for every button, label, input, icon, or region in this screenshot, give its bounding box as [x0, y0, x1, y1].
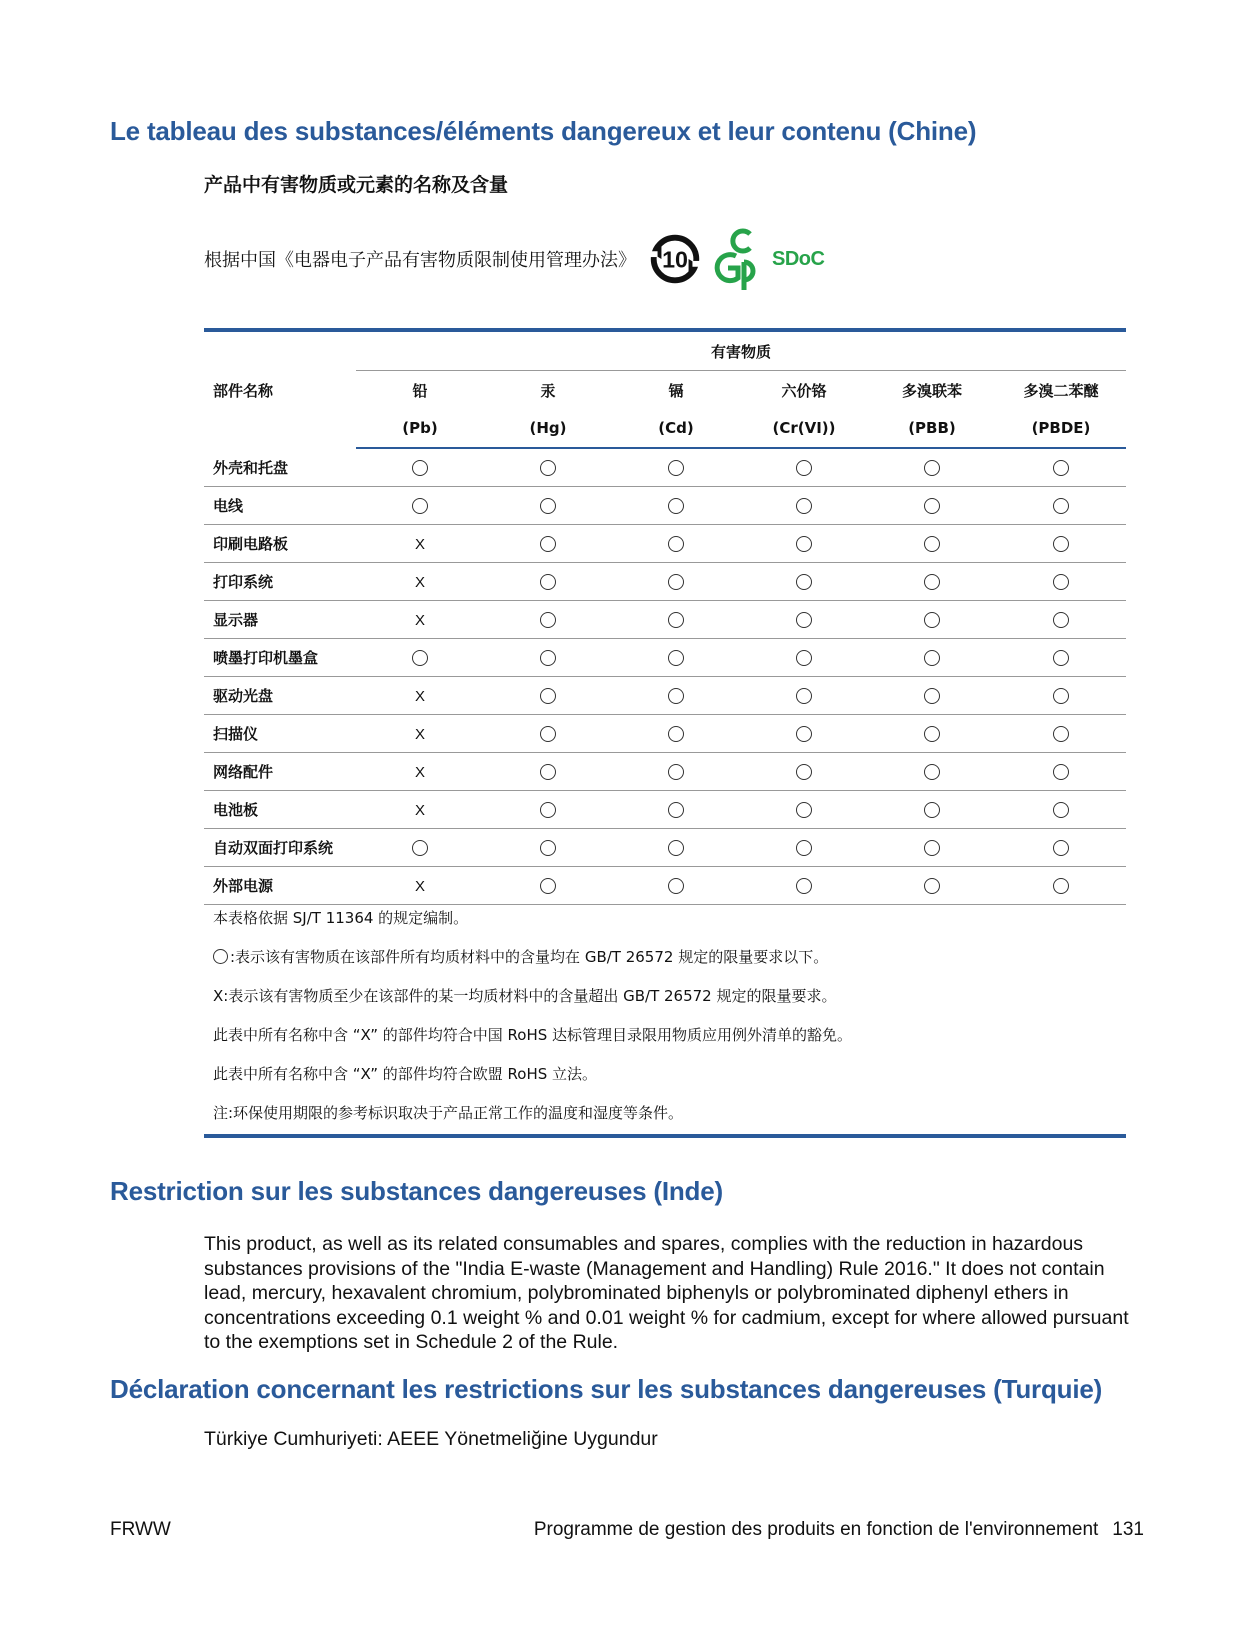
- substance-value-cell: [484, 677, 612, 715]
- circle-mark-icon: [1053, 650, 1069, 666]
- substance-value-cell: [868, 639, 996, 677]
- substance-value-cell: [996, 715, 1126, 753]
- circle-mark-icon: [668, 802, 684, 818]
- part-name-header: 部件名称: [213, 381, 274, 400]
- substance-value-cell: [356, 829, 484, 867]
- circle-mark-icon: [924, 650, 940, 666]
- part-name-cell: 打印系统: [204, 563, 356, 601]
- substance-value-cell: [356, 563, 484, 601]
- substance-value-cell: [484, 448, 612, 487]
- substance-value-cell: [868, 715, 996, 753]
- circle-mark-icon: [1053, 764, 1069, 780]
- substance-value-cell: [996, 487, 1126, 525]
- table-notes: [213, 908, 1113, 1142]
- circle-mark-icon: [924, 612, 940, 628]
- circle-mark-icon: [668, 688, 684, 704]
- substance-value-cell: [356, 448, 484, 487]
- x-mark: X: [414, 535, 425, 553]
- hazard-table: [204, 332, 1126, 905]
- substance-name-header: 多溴联苯: [901, 381, 962, 400]
- substance-value-cell: [996, 639, 1126, 677]
- circle-mark-icon: [796, 688, 812, 704]
- circle-mark-icon: [924, 574, 940, 590]
- circle-mark-icon: [412, 460, 428, 476]
- substance-value-cell: [612, 753, 740, 791]
- circle-mark-icon: [540, 536, 556, 552]
- epup-logo-text: 10: [662, 246, 688, 273]
- circle-mark-icon: [1053, 726, 1069, 742]
- substance-value-cell: [356, 601, 484, 639]
- circle-mark-icon: [1053, 878, 1069, 894]
- circle-mark-icon: [412, 650, 428, 666]
- circle-mark-icon: [540, 612, 556, 628]
- substance-value-cell: [612, 448, 740, 487]
- circle-mark-icon: [796, 612, 812, 628]
- circle-mark-icon: [668, 498, 684, 514]
- substance-value-cell: [484, 487, 612, 525]
- part-name-cell: 外壳和托盘: [204, 448, 356, 487]
- circle-mark-icon: [1053, 536, 1069, 552]
- substance-value-cell: [612, 867, 740, 905]
- x-mark: X: [414, 573, 425, 591]
- table-row: [204, 639, 1126, 677]
- table-row: [204, 753, 1126, 791]
- substance-name-header: 铅: [412, 381, 428, 400]
- hazard-group-header: 有害物质: [356, 332, 1126, 371]
- substance-value-cell: [356, 753, 484, 791]
- circle-mark-icon: [540, 574, 556, 590]
- substance-value-cell: [612, 677, 740, 715]
- substance-value-cell: [740, 487, 868, 525]
- part-name-cell: 印刷电路板: [204, 525, 356, 563]
- note-rohs-eu: 此表中所有名称中含 “X” 的部件均符合欧盟 RoHS 立法。: [213, 1065, 598, 1083]
- substance-value-cell: [612, 563, 740, 601]
- substance-value-cell: [868, 753, 996, 791]
- circle-mark-icon: [668, 460, 684, 476]
- substance-value-cell: [868, 525, 996, 563]
- circle-mark-icon: [796, 726, 812, 742]
- substance-value-cell: [740, 753, 868, 791]
- substance-value-cell: [996, 448, 1126, 487]
- circle-mark-icon: [1053, 840, 1069, 856]
- substance-value-cell: [356, 867, 484, 905]
- circle-mark-icon: [796, 650, 812, 666]
- substance-value-cell: [868, 563, 996, 601]
- circle-mark-icon: [1053, 802, 1069, 818]
- x-mark: X: [414, 763, 425, 781]
- substance-symbol-header: (Hg): [484, 409, 612, 448]
- circle-mark-icon: [796, 802, 812, 818]
- circle-mark-icon: [540, 726, 556, 742]
- sdoc-gp-icon: [714, 226, 770, 292]
- table-row: [204, 525, 1126, 563]
- substance-value-cell: [996, 829, 1126, 867]
- circle-mark-icon: [796, 460, 812, 476]
- circle-mark-icon: [1053, 460, 1069, 476]
- substance-value-cell: [356, 487, 484, 525]
- substance-value-cell: [996, 753, 1126, 791]
- circle-mark-icon: [924, 878, 940, 894]
- substance-value-cell: [612, 487, 740, 525]
- table-row: [204, 677, 1126, 715]
- india-paragraph: This product, as well as its related consumables and spares, complies with the reduction in hazardous substances provisions of the "India E-waste (Management and Handling) Rule 2016." It does not contain lead, mercury, hexavalent chromium, polybrominated biphenyls or polybrominated diphenyl ethers in concentrations exceeding 0.1 weight % and 0.01 weight % for cadmium, except for where allowed pursuant to the exemptions set in Schedule 2 of the Rule.: [204, 1233, 1129, 1353]
- circle-mark-icon: [540, 460, 556, 476]
- substance-value-cell: [740, 525, 868, 563]
- epup-10-icon: [644, 228, 706, 290]
- circle-mark-icon: [540, 840, 556, 856]
- circle-mark-icon: [668, 878, 684, 894]
- footer-title: Programme de gestion des produits en fonction de l'environnement: [533, 1519, 1099, 1540]
- circle-mark-icon: [924, 726, 940, 742]
- circle-mark-icon: [540, 498, 556, 514]
- substance-value-cell: [356, 677, 484, 715]
- x-mark: X: [414, 877, 425, 895]
- substance-value-cell: [612, 829, 740, 867]
- substance-value-cell: [740, 639, 868, 677]
- substance-value-cell: [484, 753, 612, 791]
- substance-value-cell: [484, 563, 612, 601]
- substance-value-cell: [868, 448, 996, 487]
- substance-value-cell: [868, 677, 996, 715]
- substance-value-cell: [996, 677, 1126, 715]
- circle-mark-icon: [540, 764, 556, 780]
- substance-value-cell: [868, 867, 996, 905]
- part-name-cell: 自动双面打印系统: [204, 829, 356, 867]
- part-name-cell: 驱动光盘: [204, 677, 356, 715]
- circle-mark-icon: [1053, 498, 1069, 514]
- note-rohs-china: 此表中所有名称中含 “X” 的部件均符合中国 RoHS 达标管理目录限用物质应用例外清单的豁免。: [213, 1026, 853, 1044]
- substance-name-header: 多溴二苯醚: [1023, 381, 1099, 400]
- substance-value-cell: [484, 639, 612, 677]
- turkey-text: Türkiye Cumhuriyeti: AEEE Yönetmeliğine Uygundur: [204, 1428, 658, 1450]
- substance-symbol-header: (PBDE): [996, 409, 1126, 448]
- substance-value-cell: [484, 791, 612, 829]
- circle-mark-icon: [412, 840, 428, 856]
- circle-mark-icon: [924, 688, 940, 704]
- circle-mark-icon: [1053, 574, 1069, 590]
- substance-value-cell: [740, 791, 868, 829]
- substance-value-cell: [484, 525, 612, 563]
- substance-value-cell: [996, 791, 1126, 829]
- substance-name-header: 镉: [668, 381, 684, 400]
- part-name-cell: 扫描仪: [204, 715, 356, 753]
- sdoc-logo: [714, 226, 824, 292]
- substance-value-cell: [356, 525, 484, 563]
- table-row: [204, 829, 1126, 867]
- circle-mark-icon: [668, 726, 684, 742]
- sdoc-logo-text: SDoC: [772, 247, 825, 270]
- circle-mark-icon: [213, 949, 228, 964]
- substance-value-cell: [996, 601, 1126, 639]
- circle-mark-icon: [668, 764, 684, 780]
- part-name-cell: 电池板: [204, 791, 356, 829]
- footer-right: [534, 1519, 1144, 1541]
- substance-value-cell: [612, 525, 740, 563]
- table-bottom-rule: [204, 1134, 1126, 1138]
- substance-value-cell: [740, 715, 868, 753]
- substance-value-cell: [612, 601, 740, 639]
- part-name-cell: 喷墨打印机墨盒: [204, 639, 356, 677]
- x-mark: X: [414, 611, 425, 629]
- part-name-cell: 电线: [204, 487, 356, 525]
- circle-mark-icon: [668, 650, 684, 666]
- substance-value-cell: [356, 791, 484, 829]
- circle-mark-icon: [924, 764, 940, 780]
- note-x-legend: X:表示该有害物质至少在该部件的某一均质材料中的含量超出 GB/T 26572 规定的限量要求。: [213, 987, 837, 1005]
- x-mark: X: [414, 687, 425, 705]
- circle-mark-icon: [668, 612, 684, 628]
- page-number: 131: [1112, 1519, 1144, 1540]
- substance-value-cell: [868, 829, 996, 867]
- circle-mark-icon: [796, 764, 812, 780]
- table-row: [204, 867, 1126, 905]
- x-mark: X: [414, 725, 425, 743]
- substance-value-cell: [740, 601, 868, 639]
- substance-value-cell: [612, 791, 740, 829]
- table-row: [204, 487, 1126, 525]
- substance-symbol-header: (Cd): [612, 409, 740, 448]
- circle-mark-icon: [796, 878, 812, 894]
- note-standard: 本表格依据 SJ/T 11364 的规定编制。: [213, 909, 469, 927]
- table-row: [204, 563, 1126, 601]
- china-subtitle: 产品中有害物质或元素的名称及含量: [204, 174, 509, 196]
- part-name-cell: 显示器: [204, 601, 356, 639]
- table-row: [204, 601, 1126, 639]
- note-o-legend: [213, 947, 1113, 986]
- circle-mark-icon: [924, 802, 940, 818]
- substance-symbol-header: (Pb): [356, 409, 484, 448]
- substance-value-cell: [356, 639, 484, 677]
- substance-value-cell: [484, 829, 612, 867]
- part-name-cell: 外部电源: [204, 867, 356, 905]
- circle-mark-icon: [796, 840, 812, 856]
- substance-value-cell: [740, 448, 868, 487]
- heading-india: Restriction sur les substances dangereuses (Inde): [110, 1176, 723, 1206]
- circle-mark-icon: [540, 802, 556, 818]
- note-epup: 注:环保使用期限的参考标识取决于产品正常工作的温度和湿度等条件。: [213, 1104, 684, 1122]
- substance-value-cell: [868, 791, 996, 829]
- substance-value-cell: [868, 601, 996, 639]
- circle-mark-icon: [1053, 612, 1069, 628]
- substance-value-cell: [740, 867, 868, 905]
- circle-mark-icon: [1053, 688, 1069, 704]
- circle-mark-icon: [668, 536, 684, 552]
- note-o-legend-text: :表示该有害物质在该部件所有均质材料中的含量均在 GB/T 26572 规定的限量要求以下。: [230, 948, 829, 966]
- circle-mark-icon: [540, 688, 556, 704]
- substance-value-cell: [740, 829, 868, 867]
- circle-mark-icon: [924, 536, 940, 552]
- circle-mark-icon: [924, 460, 940, 476]
- substance-symbol-header: (Cr(VI)): [740, 409, 868, 448]
- substance-value-cell: [612, 715, 740, 753]
- heading-china: Le tableau des substances/éléments dangereux et leur contenu (Chine): [110, 116, 977, 146]
- table-row: [204, 791, 1126, 829]
- substance-value-cell: [996, 563, 1126, 601]
- circle-mark-icon: [412, 498, 428, 514]
- substance-value-cell: [740, 677, 868, 715]
- law-text: 根据中国《电器电子产品有害物质限制使用管理办法》: [204, 250, 636, 271]
- part-name-cell: 网络配件: [204, 753, 356, 791]
- footer-left: FRWW: [110, 1519, 171, 1540]
- circle-mark-icon: [924, 498, 940, 514]
- substance-symbol-header: (PBB): [868, 409, 996, 448]
- substance-name-header: 六价铬: [781, 381, 827, 400]
- circle-mark-icon: [540, 650, 556, 666]
- x-mark: X: [414, 801, 425, 819]
- substance-value-cell: [740, 563, 868, 601]
- substance-value-cell: [484, 715, 612, 753]
- substance-value-cell: [484, 601, 612, 639]
- substance-value-cell: [996, 867, 1126, 905]
- substance-value-cell: [484, 867, 612, 905]
- substance-value-cell: [612, 639, 740, 677]
- circle-mark-icon: [668, 574, 684, 590]
- substance-name-header: 汞: [540, 381, 556, 400]
- substance-value-cell: [868, 487, 996, 525]
- table-row: [204, 715, 1126, 753]
- circle-mark-icon: [668, 840, 684, 856]
- table-row: [204, 448, 1126, 487]
- substance-value-cell: [356, 715, 484, 753]
- circle-mark-icon: [540, 878, 556, 894]
- circle-mark-icon: [924, 840, 940, 856]
- heading-turkey: Déclaration concernant les restrictions sur les substances dangereuses (Turquie): [110, 1374, 1103, 1404]
- circle-mark-icon: [796, 536, 812, 552]
- circle-mark-icon: [796, 498, 812, 514]
- law-line: [204, 226, 824, 292]
- circle-mark-icon: [796, 574, 812, 590]
- substance-value-cell: [996, 525, 1126, 563]
